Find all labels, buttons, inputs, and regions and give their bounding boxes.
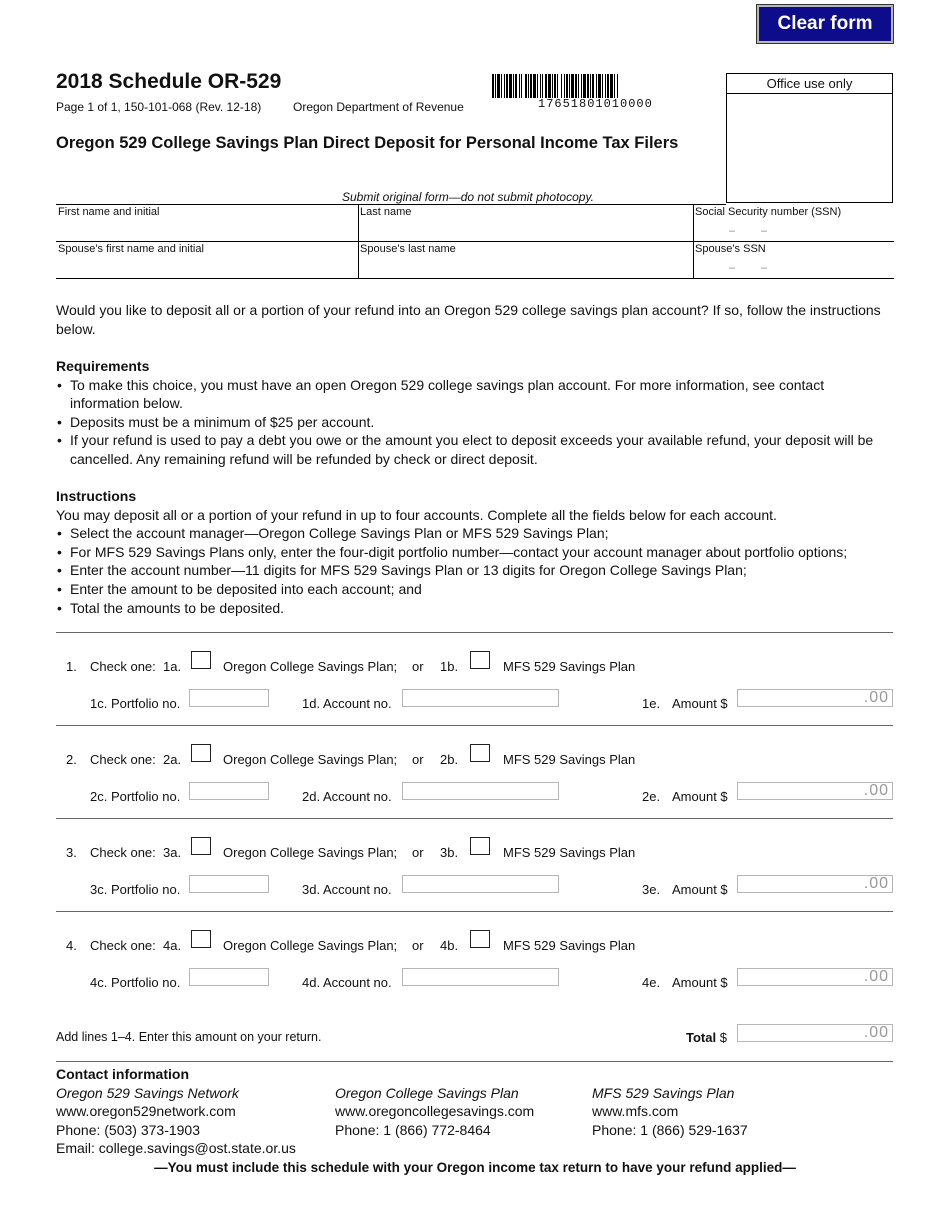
amount-input[interactable]: .00 [737,689,893,707]
account-number: 2. [66,752,77,767]
grid-line [56,204,726,205]
section-divider [56,818,893,819]
amount-label: Amount $ [672,789,728,804]
or-label: or [412,938,424,953]
account-no-input[interactable] [402,782,559,800]
amount-input[interactable]: .00 [737,782,893,800]
instruction-item: • Enter the amount to be deposited into each account; and [56,580,896,599]
last-name-field[interactable] [362,219,688,239]
account-number: 3. [66,845,77,860]
portfolio-label: 1c. Portfolio no. [90,696,181,711]
instruction-item: • Enter the account number—11 digits for MFS 529 Savings Plan or 13 digits for Oregon College Savings Plan; [56,561,896,580]
option-b-label: 2b. [440,752,459,767]
account-block-4 [0,930,950,1004]
instructions-lead: You may deposit all or a portion of your refund in up to four accounts. Complete all the fields below for each account. [56,506,777,523]
section-divider [56,1061,893,1062]
account-no-label: 1d. Account no. [302,696,392,711]
requirement-item: • If your refund is used to pay a debt you owe or the amount you elect to deposit exceeds your available refund, your deposit will be cancelled. Any remaining refund will be refunded by check or direct deposit. [56,431,896,468]
footer-note: —You must include this schedule with your Oregon income tax return to have your refund applied— [154,1160,796,1175]
section-divider [56,632,893,633]
account-no-label: 2d. Account no. [302,789,392,804]
total-amount-input[interactable]: .00 [737,1024,893,1042]
barcode-number: 17651801010000 [538,97,653,111]
mfs-plan-checkbox[interactable] [470,651,490,669]
ocsp-website[interactable]: www.oregoncollegesavings.com [335,1103,535,1120]
oregon-plan-label: Oregon College Savings Plan; [223,845,398,860]
grid-line [358,204,359,278]
account-number: 1. [66,659,77,674]
spouse-last-name-field[interactable] [362,256,688,276]
instruction-item: • Total the amounts to be deposited. [56,599,896,618]
mfs-phone: Phone: 1 (866) 529-1637 [592,1121,748,1138]
first-name-label: First name and initial [58,206,160,218]
instructions-title: Instructions [56,488,137,504]
line-e-label: 1e. [642,696,661,711]
oregon-plan-checkbox[interactable] [191,930,211,948]
spouse-ssn-dash: – [761,262,768,274]
line-e-label: 3e. [642,882,661,897]
amount-input[interactable]: .00 [737,875,893,893]
amount-label: Amount $ [672,882,728,897]
check-one-label: Check one: [90,752,156,767]
check-one-label: Check one: [90,659,156,674]
total-label-group [686,1030,727,1045]
amount-label: Amount $ [672,975,728,990]
amount-label: Amount $ [672,696,728,711]
ocsp-name: Oregon College Savings Plan [335,1084,519,1101]
last-name-label: Last name [360,206,412,218]
check-one-label: Check one: [90,845,156,860]
or-label: or [412,752,424,767]
oregon-plan-label: Oregon College Savings Plan; [223,659,398,674]
office-use-box [726,73,893,203]
option-b-label: 1b. [440,659,459,674]
first-name-field[interactable] [60,219,354,239]
portfolio-input[interactable] [189,968,269,986]
contact-oregon-plan [335,1084,590,1140]
portfolio-input[interactable] [189,875,269,893]
spouse-ssn-field[interactable] [697,256,891,276]
office-use-label: Office use only [727,74,892,94]
oregon-plan-checkbox[interactable] [191,651,211,669]
account-no-label: 4d. Account no. [302,975,392,990]
option-b-label: 3b. [440,845,459,860]
spouse-ssn-label: Spouse’s SSN [695,243,766,255]
oregon-plan-label: Oregon College Savings Plan; [223,938,398,953]
ocsp-phone: Phone: 1 (866) 772-8464 [335,1121,491,1138]
mfs-plan-checkbox[interactable] [470,930,490,948]
account-block-1 [0,651,950,725]
oregon-plan-checkbox[interactable] [191,837,211,855]
network-website[interactable]: www.oregon529network.com [56,1103,236,1120]
requirement-item: • Deposits must be a minimum of $25 per account. [56,413,896,432]
option-a-label: 4a. [163,938,182,953]
oregon-plan-checkbox[interactable] [191,744,211,762]
account-no-label: 3d. Account no. [302,882,392,897]
account-number: 4. [66,938,77,953]
check-one-label: Check one: [90,938,156,953]
portfolio-input[interactable] [189,689,269,707]
portfolio-label: 2c. Portfolio no. [90,789,181,804]
account-no-input[interactable] [402,875,559,893]
mfs-plan-checkbox[interactable] [470,744,490,762]
form-heading: Oregon 529 College Savings Plan Direct Deposit for Personal Income Tax Filers [56,134,679,152]
spouse-first-name-field[interactable] [60,256,354,276]
ssn-dash: – [761,225,768,237]
ssn-field[interactable] [697,219,891,239]
account-block-3 [0,837,950,911]
spouse-first-name-label: Spouse’s first name and initial [58,243,204,255]
mfs-plan-label: MFS 529 Savings Plan [503,752,636,767]
instruction-item: • For MFS 529 Savings Plans only, enter the four-digit portfolio number—contact your account manager about portfolio options; [56,543,896,562]
oregon-plan-label: Oregon College Savings Plan; [223,752,398,767]
contact-mfs-plan [592,1084,842,1140]
amount-input[interactable]: .00 [737,968,893,986]
spouse-last-name-label: Spouse’s last name [360,243,456,255]
mfs-plan-label: MFS 529 Savings Plan [503,659,636,674]
line-e-label: 4e. [642,975,661,990]
ssn-dash: – [729,225,736,237]
or-label: or [412,845,424,860]
option-a-label: 2a. [163,752,182,767]
requirements-title: Requirements [56,358,150,374]
total-dollar: $ [719,1030,727,1045]
grid-line [56,241,894,242]
portfolio-label: 4c. Portfolio no. [90,975,181,990]
mfs-plan-label: MFS 529 Savings Plan [503,938,636,953]
account-no-input[interactable] [402,689,559,707]
total-instruction: Add lines 1–4. Enter this amount on your return. [56,1030,322,1044]
form-title: 2018 Schedule OR-529 [56,70,282,93]
submit-note: Submit original form—do not submit photocopy. [342,190,594,204]
department-name: Oregon Department of Revenue [293,100,464,114]
total-label: Total [686,1030,717,1045]
section-divider [56,725,893,726]
network-name: Oregon 529 Savings Network [56,1084,239,1101]
mfs-website[interactable]: www.mfs.com [592,1103,679,1120]
mfs-plan-checkbox[interactable] [470,837,490,855]
spouse-ssn-dash: – [729,262,736,274]
option-a-label: 3a. [163,845,182,860]
option-b-label: 4b. [440,938,459,953]
grid-line [56,278,894,279]
grid-line [693,204,694,278]
account-no-input[interactable] [402,968,559,986]
or-label: or [412,659,424,674]
portfolio-input[interactable] [189,782,269,800]
requirements-section [56,357,896,469]
intro-text: Would you like to deposit all or a portion of your refund into an Oregon 529 college savings plan account? If so, follow the instructions below. [56,302,881,337]
network-phone: Phone: (503) 373-1903 [56,1121,200,1138]
contact-title: Contact information [56,1066,189,1082]
section-divider [56,911,893,912]
clear-form-button[interactable]: Clear form [757,5,893,43]
portfolio-label: 3c. Portfolio no. [90,882,181,897]
account-block-2 [0,744,950,818]
line-e-label: 2e. [642,789,661,804]
contact-network [56,1065,336,1158]
instructions-section [56,487,896,617]
page-info: Page 1 of 1, 150-101-068 (Rev. 12-18) [56,100,262,114]
option-a-label: 1a. [163,659,182,674]
network-email[interactable]: Email: college.savings@ost.state.or.us [56,1140,296,1157]
barcode [492,74,703,98]
mfs-name: MFS 529 Savings Plan [592,1084,735,1101]
instruction-item: • Select the account manager—Oregon College Savings Plan or MFS 529 Savings Plan; [56,524,896,543]
ssn-label: Social Security number (SSN) [695,206,842,218]
requirement-item: • To make this choice, you must have an open Oregon 529 college savings plan account. For more information, see contact information below. [56,376,896,413]
mfs-plan-label: MFS 529 Savings Plan [503,845,636,860]
